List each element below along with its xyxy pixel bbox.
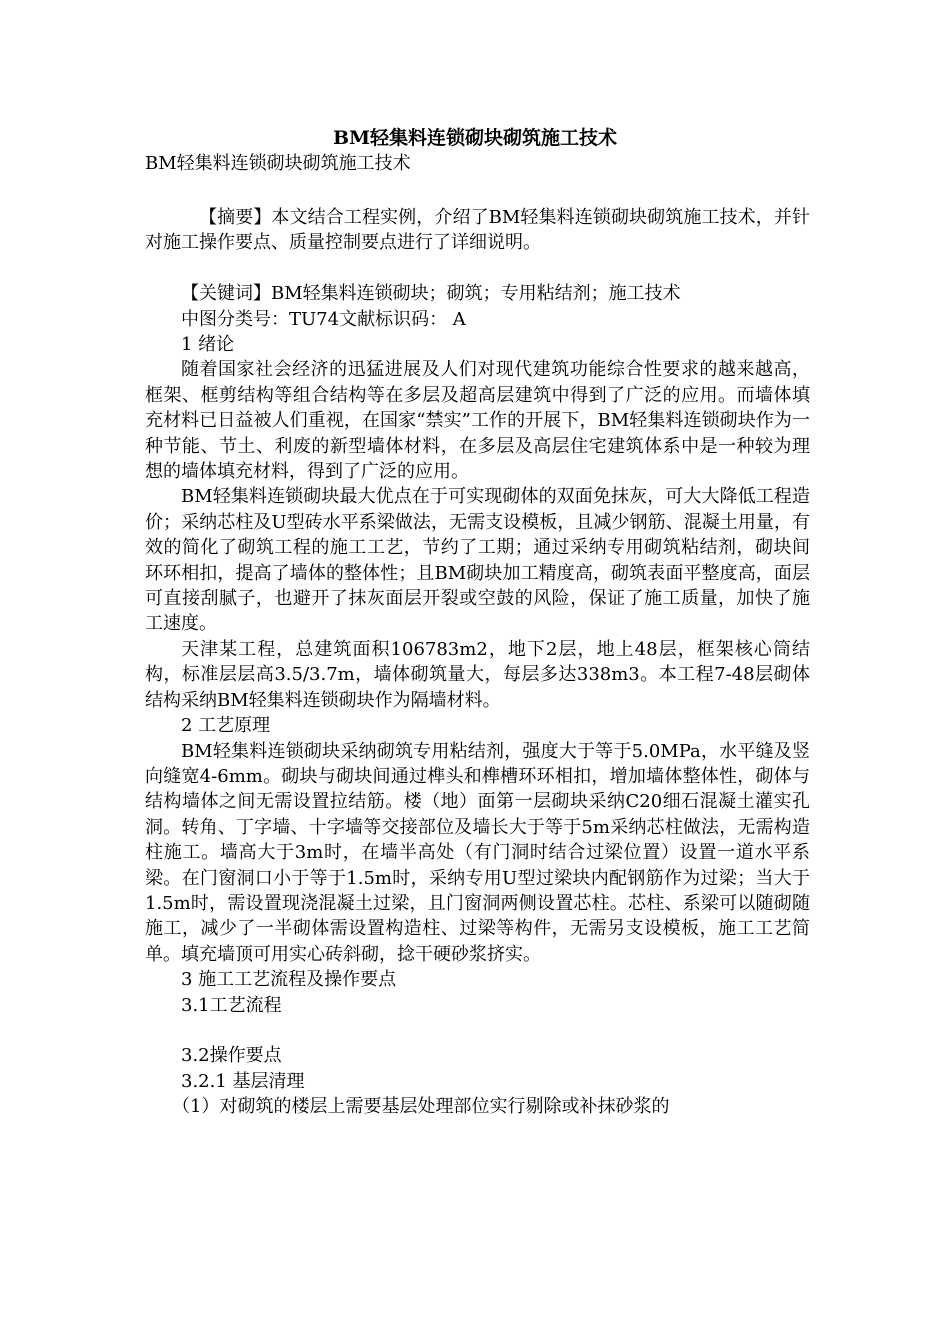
document-subtitle: BM轻集料连锁砌块砌筑施工技术 xyxy=(145,153,411,174)
abstract-paragraph: 【摘要】本文结合工程实例，介绍了BM轻集料连锁砌块砌筑施工技术，并针对施工操作要点、质量控制要点进行了详细说明。 xyxy=(145,207,810,254)
section-heading-1: 1 绪论 xyxy=(181,334,235,356)
document-title: BM轻集料连锁砌块砌筑施工技术 xyxy=(332,127,618,149)
blank-line xyxy=(145,1018,810,1043)
subsection-heading-3-2-1: 3.2.1 基层清理 xyxy=(181,1070,305,1092)
body-paragraph: BM轻集料连锁砌块采纳砌筑专用粘结剂，强度大于等于5.0MPa，水平缝及竖向缝宽4-6mm。砌块与砌块间通过榫头和榫槽环环相扣，增加墙体整体性，砌体与结构墙体之间无需设置拉结筋。楼（地）面第一层砌块采纳C20细石混凝土灌实孔洞。转角、丁字墙、十字墙等交接部位及墙长大于等于5m采纳芯柱做法，无需构造柱施工。墙高大于3m时，在墙半高处（有门洞时结合过梁位置）设置一道水平系梁。在门窗洞口小于等于1.5m时，采纳专用U型过梁块内配钢筋作为过梁；当大于1.5m时，需设置现浇混凝土过梁，且门窗洞两侧设置芯柱。芯柱、系梁可以随砌随施工，减少了一半砌体需设置构造柱、过梁等构件，无需另支设模板，施工工艺简单。填充墙顶可用实心砖斜砌，捻干硬砂浆挤实。 xyxy=(145,740,810,965)
subsection-heading-3-1: 3.1工艺流程 xyxy=(181,994,282,1016)
body-paragraph: 随着国家社会经济的迅猛进展及人们对现代建筑功能综合性要求的越来越高，框架、框剪结构等组合结构等在多层及超高层建筑中得到了广泛的应用。而墙体填充材料已日益被人们重视，在国家“禁实”工作的开展下，BM轻集料连锁砌块作为一种节能、节土、利废的新型墙体材料，在多层及高层住宅建筑体系中是一种较为理想的墙体填充材料，得到了广泛的应用。 xyxy=(145,359,810,483)
blank-line xyxy=(145,256,810,281)
body-paragraph: BM轻集料连锁砌块最大优点在于可实现砌体的双面免抹灰，可大大降低工程造价；采纳芯柱及U型砖水平系梁做法，无需支设模板，且减少钢筋、混凝土用量，有效的简化了砌筑工程的施工工艺，节约了工期；通过采纳专用砌筑粘结剂，砌块间环环相扣，提高了墙体的整体性；且BM砌块加工精度高，砌筑表面平整度高，面层可直接刮腻子，也避开了抹灰面层开裂或空鼓的风险，保证了施工质量，加快了施工速度。 xyxy=(145,486,810,635)
list-item: （1）对砌筑的楼层上需要基层处理部位实行剔除或补抹砂浆的 xyxy=(172,1096,670,1118)
section-heading-3: 3 施工工艺流程及操作要点 xyxy=(181,969,397,991)
body-paragraph: 天津某工程，总建筑面积106783m2，地下2层，地上48层，框架核心筒结构，标准层层高3.5/3.7m，墙体砌筑量大，每层多达338m3。本工程7-48层砌体结构采纳BM轻集料连锁砌块作为隔墙材料。 xyxy=(145,638,810,711)
keywords-paragraph: 【关键词】BM轻集料连锁砌块；砌筑；专用粘结剂；施工技术 xyxy=(181,283,681,305)
document-body xyxy=(145,205,810,1120)
section-heading-2: 2 工艺原理 xyxy=(181,715,271,737)
subsection-heading-3-2: 3.2操作要点 xyxy=(181,1045,282,1067)
classification-line: 中图分类号：TU74文献标识码： A xyxy=(181,308,466,330)
